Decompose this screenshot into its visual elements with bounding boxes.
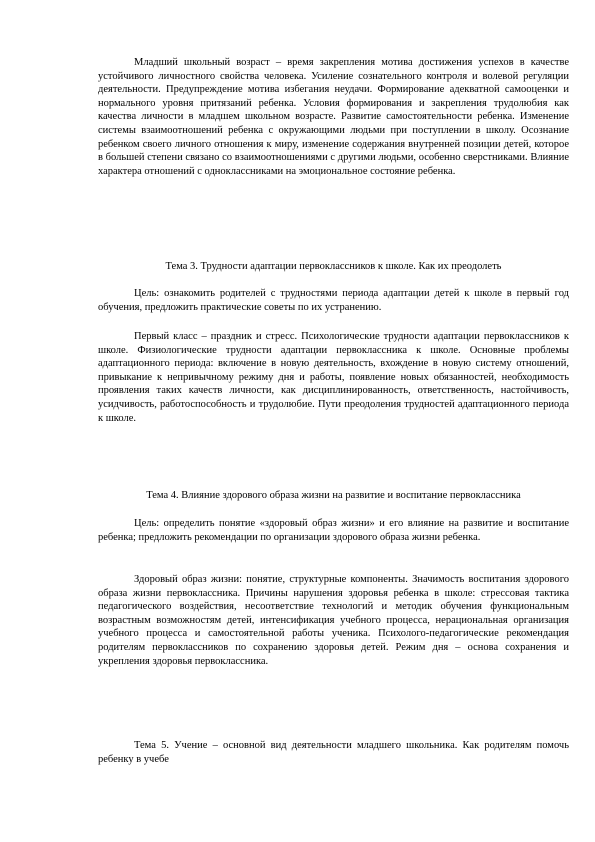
topic-4-title: Тема 4. Влияние здорового образа жизни на развитие и воспитание первоклассника [146,490,521,501]
topic-3-body: Первый класс – праздник и стресс. Психологические трудности адаптации первоклассников к школе. Физиологические трудности адаптации первоклассника к школе. Основные проблемы адаптационного периода: включение в новую деятельность, вхождение в новую систему отношений, привыкание к непривычному режиму дня и работы, появление новых обязанностей, необходимость проявления таких качеств личности, как дисциплинированность, ответственность, настойчивость, усидчивость, работоспособность и трудолюбие. Пути преодоления трудностей адаптационного периода к школе. [98,331,569,424]
topic-3-title: Тема 3. Трудности адаптации первоклассников к школе. Как их преодолеть [165,261,502,272]
topic-4-goal: Цель: определить понятие «здоровый образ жизни» и его влияние на развитие и воспитание ребенка; предложить рекомендации по организации здорового образа жизни ребенка. [98,518,569,543]
topic-3-goal: Цель: ознакомить родителей с трудностями периода адаптации детей к школе в первый год обучения, предложить практические советы по их устранению. [98,288,569,313]
topic-4-body: Здоровый образ жизни: понятие, структурные компоненты. Значимость воспитания здорового образа жизни первоклассника. Причины нарушения здоровья ребенка в школе: стрессовая тактика педагогического воздействия, несоответствие технологий и методик обучения функциональным возрастным возможностям детей, интенсификация учебного процесса, нерациональная организация учебного процесса и самостоятельной работы ученика. Психолого-педагогические рекомендация родителям первоклассников по сохранению здоровья детей. Режим дня – основа сохранения и укрепления здоровья первоклассника. [98,574,569,667]
topic-5-title: Тема 5. Учение – основной вид деятельности младшего школьника. Как родителям помочь ребенку в учебе [98,740,569,765]
intro-paragraph: Младший школьный возраст – время закрепления мотива достижения успехов в качестве устойчивого личностного свойства человека. Усиление сознательного контроля и волевой регуляции деятельности. Предупреждение мотива избегания неудачи. Формирование адекватной самооценки и нормального уровня притязаний ребенка. Условия формирования и закрепления трудолюбия как качества личности в младшем школьном возрасте. Развитие самостоятельности ребенка. Изменение системы взаимоотношений ребенка с окружающими людьми при поступлении в школу. Осознание ребенком своего личного отношения к миру, изменение содержания внутренней позиции детей, которое в большей степени связано со взаимоотношениями с другими людьми, особенно сверстниками. Влияние характера отношений с одноклассниками на эмоциональное состояние ребенка. [98,57,569,177]
